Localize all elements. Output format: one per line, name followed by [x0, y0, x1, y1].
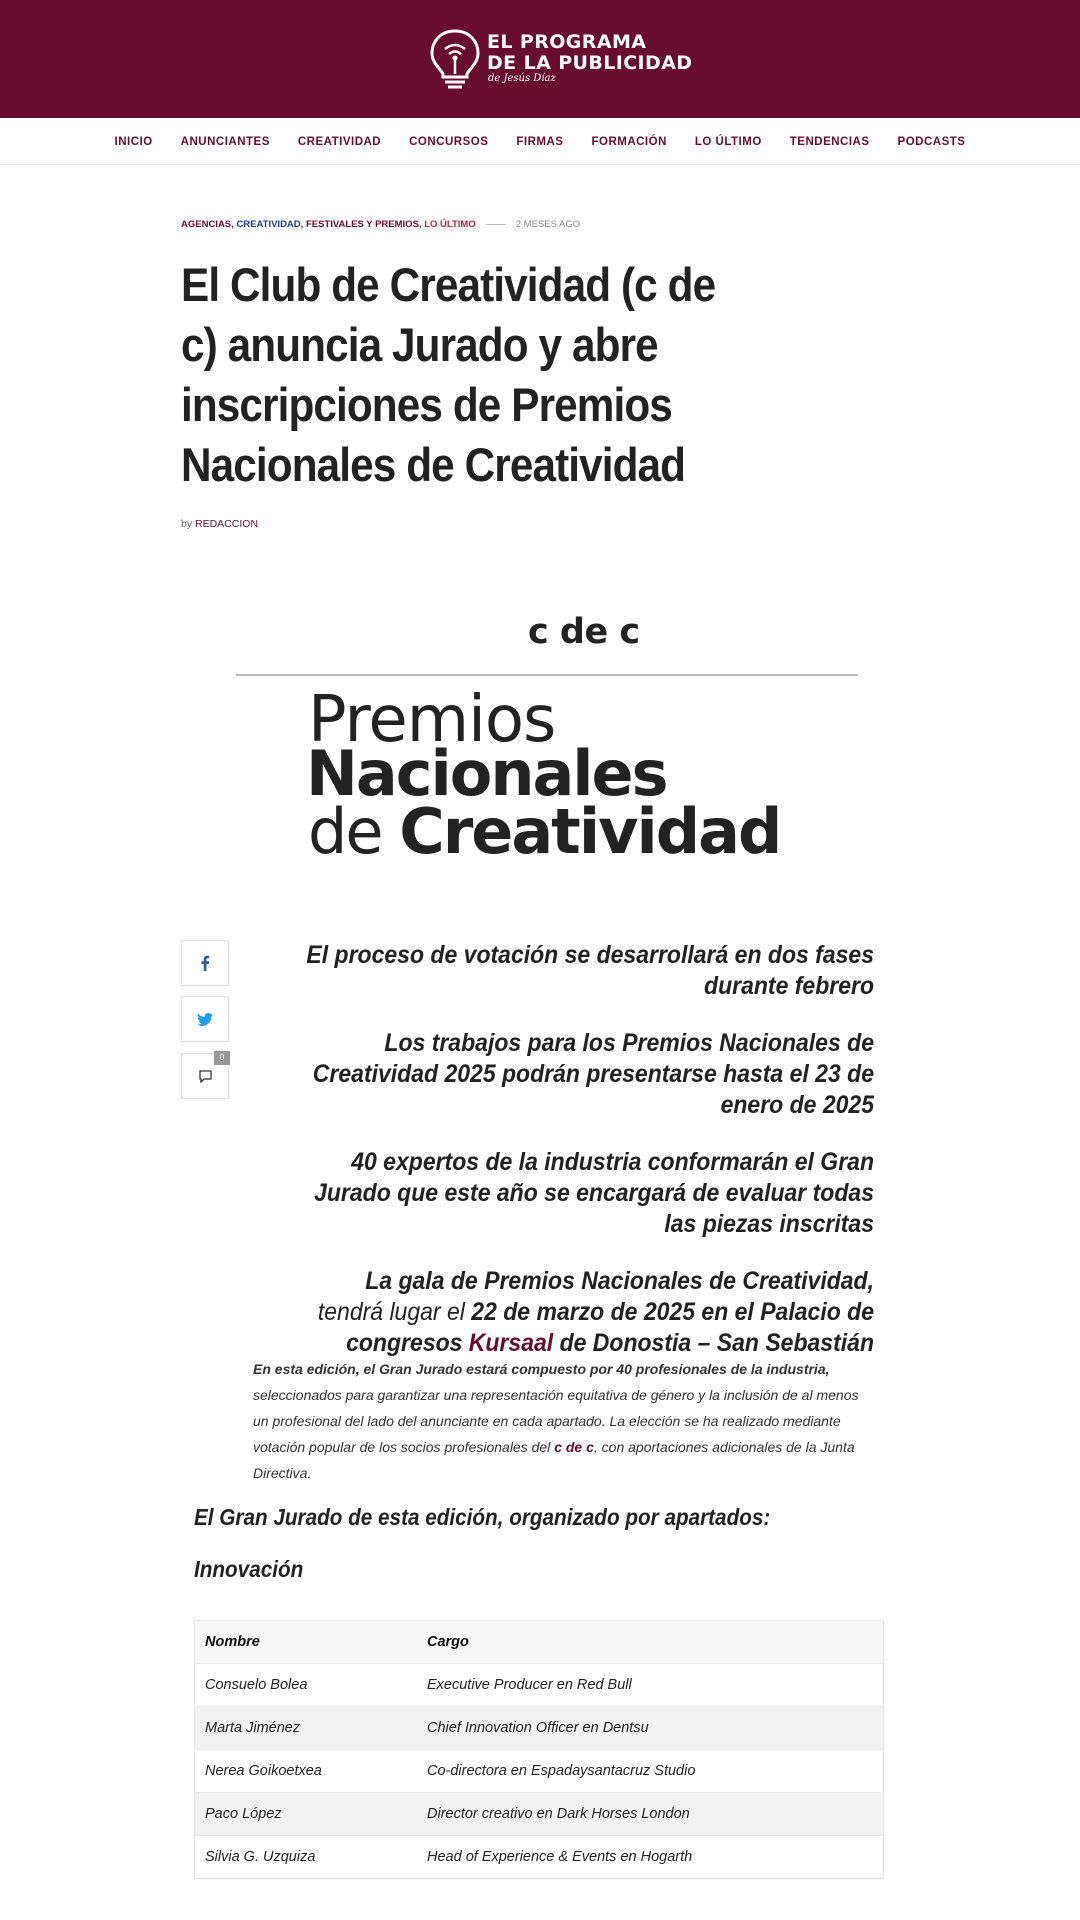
comment-count-badge: 0: [214, 1051, 230, 1065]
table-row: [195, 1664, 884, 1707]
hero-line-3-bold: Creatividad: [399, 795, 781, 868]
cdec-link[interactable]: c de c: [554, 1439, 594, 1455]
cdec-logo: c de c: [528, 612, 640, 652]
main-nav: [0, 118, 1080, 165]
gala-part-2: tendrá lugar el: [317, 1298, 472, 1326]
jury-name: Marta Jiménez: [195, 1707, 418, 1750]
category-link-creatividad[interactable]: CREATIVIDAD: [236, 219, 301, 230]
jury-name: Paco López: [195, 1793, 418, 1836]
jury-role: Chief Innovation Officer en Dentsu: [417, 1707, 884, 1750]
comment-icon: [199, 1070, 212, 1083]
intro-bold: En esta edición, el Gran Jurado estará compuesto por 40 profesionales de la industria,: [253, 1361, 830, 1377]
hero-line-3-light: de: [308, 795, 382, 868]
lightbulb-icon: [426, 27, 484, 91]
nav-item-podcasts[interactable]: PODCASTS: [897, 136, 966, 148]
logo-line-3: de Jesús Díaz: [488, 73, 556, 84]
hero-line-2: Nacionales: [306, 737, 667, 810]
nav-item-tendencias[interactable]: TENDENCIAS: [789, 136, 870, 148]
section-heading-innovacion: Innovación: [194, 1556, 304, 1582]
jury-name: Consuelo Bolea: [195, 1664, 418, 1707]
nav-item-inicio[interactable]: INICIO: [114, 136, 153, 148]
jury-name: Silvia G. Uzquiza: [195, 1836, 418, 1879]
table-header-row: [195, 1621, 884, 1664]
intro-text: seleccionados para garantizar una representación equitativa de género y la inclusión de al menos un profesional del lado del anunciante en cada apartado. La elección se ha realizado mediante votación popular de los socios profesionales del: [253, 1387, 859, 1455]
highlight-2: Los trabajos para los Premios Nacionales de Creatividad 2025 podrán presentarse hasta el 23 de enero de 2025: [312, 1029, 874, 1119]
hero-line-1: Premios: [308, 683, 556, 757]
category-link-lo-ultimo[interactable]: LO ÚLTIMO: [424, 219, 476, 230]
site-logo[interactable]: [426, 25, 693, 93]
nav-item-firmas[interactable]: FIRMAS: [516, 136, 564, 148]
highlight-gala: [300, 1266, 874, 1359]
facebook-icon: [200, 955, 210, 971]
twitter-icon: [197, 1013, 213, 1026]
site-header: [0, 0, 1080, 118]
table-row: [195, 1793, 884, 1836]
jury-name: Nerea Goikoetxea: [195, 1750, 418, 1793]
post-date: 2 MESES AGO: [515, 219, 581, 230]
highlight-3: 40 expertos de la industria conformarán el Gran Jurado que este año se encargará de evaluar todas las piezas inscritas: [314, 1148, 875, 1238]
table-row: [195, 1750, 884, 1793]
category-link-agencias[interactable]: AGENCIAS: [181, 219, 232, 230]
nav-item-creatividad[interactable]: CREATIVIDAD: [297, 136, 382, 148]
column-header-cargo: Cargo: [417, 1621, 884, 1664]
comments-button[interactable]: [181, 1053, 229, 1099]
gala-part-1: La gala de Premios Nacionales de Creatividad,: [365, 1267, 874, 1295]
kursaal-link[interactable]: Kursaal: [468, 1329, 554, 1357]
nav-item-formacion[interactable]: FORMACIÓN: [591, 136, 667, 148]
column-header-nombre: Nombre: [195, 1621, 418, 1664]
byline: [181, 518, 258, 530]
table-row: [195, 1836, 884, 1879]
jury-role: Co-directora en Espadaysantacruz Studio: [417, 1750, 884, 1793]
jury-table: [194, 1620, 884, 1879]
logo-line-1: EL PROGRAMA: [487, 31, 647, 53]
author-link[interactable]: REDACCION: [195, 518, 259, 530]
category-separator: ,: [231, 219, 237, 230]
category-link-festivales[interactable]: FESTIVALES Y PREMIOS: [305, 219, 419, 230]
intro-paragraph: [253, 1356, 875, 1486]
image-divider: [236, 674, 858, 676]
table-row: [195, 1707, 884, 1750]
meta-divider: [486, 224, 506, 225]
jury-role: Executive Producer en Red Bull: [417, 1664, 884, 1707]
share-facebook-button[interactable]: [181, 940, 229, 986]
byline-prefix: by: [181, 518, 193, 530]
highlight-1: El proceso de votación se desarrollará en dos fases durante febrero: [306, 941, 874, 1000]
article-meta: [181, 219, 580, 230]
category-separator: ,: [418, 219, 425, 230]
intro-end: , con aportaciones adicionales de la Junta Directiva.: [253, 1439, 855, 1481]
logo-line-2: DE LA PUBLICIDAD: [487, 52, 693, 74]
nav-item-concursos[interactable]: CONCURSOS: [409, 136, 489, 148]
gala-part-3: 22 de marzo de 2025 en el Palacio de congresos: [346, 1298, 874, 1357]
nav-item-lo-ultimo[interactable]: LO ÚLTIMO: [694, 136, 762, 148]
article-title: El Club de Creatividad (c de c) anuncia Jurado y abre inscripciones de Premios Nacionales de Creatividad: [181, 258, 716, 491]
jury-heading: El Gran Jurado de esta edición, organizado por apartados:: [194, 1504, 771, 1530]
jury-role: Head of Experience & Events en Hogarth: [417, 1836, 884, 1879]
hero-line-3: [308, 795, 781, 868]
category-separator: ,: [300, 219, 306, 230]
nav-item-anunciantes[interactable]: ANUNCIANTES: [180, 136, 270, 148]
share-twitter-button[interactable]: [181, 996, 229, 1042]
jury-role: Director creativo en Dark Horses London: [417, 1793, 884, 1836]
featured-image: [236, 598, 858, 880]
gala-part-4: de Donostia – San Sebastián: [553, 1329, 874, 1357]
article-highlights: [250, 940, 874, 1385]
